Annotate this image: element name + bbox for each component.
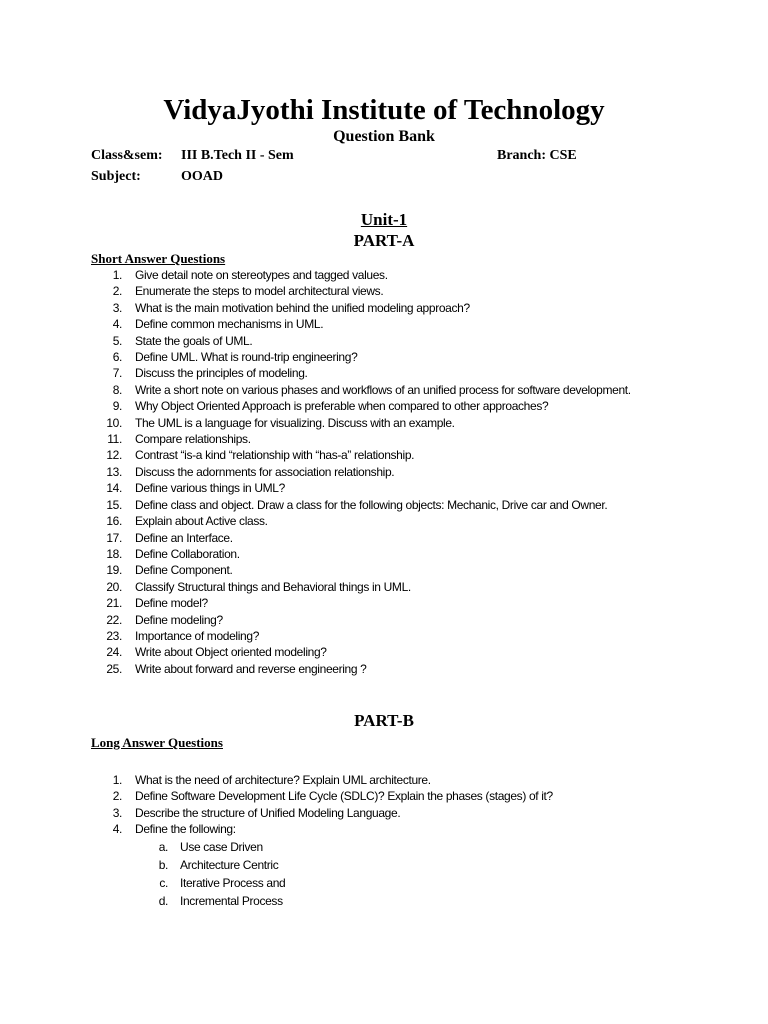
list-text: Define Component.: [135, 563, 233, 578]
list-number: 21.: [106, 596, 122, 611]
list-number: 22.: [106, 612, 122, 627]
sub-item: [0, 838, 768, 856]
list-number: 9.: [112, 399, 122, 414]
list-text: Explain about Active class.: [135, 514, 268, 529]
question-item: [0, 644, 768, 660]
list-number: 19.: [106, 563, 122, 578]
list-number: d.: [158, 894, 168, 908]
list-text: Define Collaboration.: [135, 546, 240, 561]
list-text: Write about Object oriented modeling?: [135, 645, 327, 660]
list-text: The UML is a language for visualizing. Discuss with an example.: [135, 415, 455, 430]
list-number: b.: [158, 858, 168, 872]
question-item: [0, 283, 768, 299]
question-item: [0, 300, 768, 316]
question-item: [0, 333, 768, 349]
list-text: Discuss the principles of modeling.: [135, 366, 308, 381]
list-text: Write about forward and reverse engineering ?: [135, 661, 367, 676]
list-text: Define Software Development Life Cycle (SDLC)? Explain the phases (stages) of it?: [135, 789, 553, 804]
list-number: 17.: [106, 530, 122, 545]
unit-heading: Unit-1: [360, 210, 408, 229]
question-item: [0, 497, 768, 513]
part-b-heading: PART-B: [354, 711, 414, 730]
question-item: [0, 415, 768, 431]
list-text: Compare relationships.: [135, 432, 251, 447]
list-number: 8.: [112, 382, 122, 397]
question-item: [0, 579, 768, 595]
list-text: Discuss the adornments for association relationship.: [135, 464, 395, 479]
list-number: 7.: [112, 366, 122, 381]
question-item: [0, 398, 768, 414]
list-text: What is the main motivation behind the unified modeling approach?: [135, 300, 470, 315]
list-text: State the goals of UML.: [135, 333, 253, 348]
list-text: Incremental Process: [180, 894, 283, 908]
list-number: 15.: [106, 497, 122, 512]
list-number: 3.: [112, 300, 122, 315]
list-number: 25.: [106, 661, 122, 676]
list-number: 2.: [112, 284, 122, 299]
list-number: 24.: [106, 645, 122, 660]
part-a-question-list: [0, 267, 768, 677]
list-text: Use case Driven: [180, 840, 263, 854]
list-text: Enumerate the steps to model architectural views.: [135, 284, 384, 299]
list-number: 4.: [112, 317, 122, 332]
list-number: 10.: [106, 415, 122, 430]
subject-value: OOAD: [181, 169, 223, 184]
question-item: [0, 788, 768, 804]
list-number: a.: [158, 840, 168, 854]
list-text: Define class and object. Draw a class for the following objects: Mechanic, Drive car and Owner.: [135, 497, 608, 512]
list-number: 2.: [112, 789, 122, 804]
list-number: 1.: [112, 773, 122, 787]
question-item: [0, 316, 768, 332]
list-text: Classify Structural things and Behavioral things in UML.: [135, 579, 411, 594]
list-text: Define common mechanisms in UML.: [135, 317, 324, 332]
question-item: [0, 628, 768, 644]
class-value: III B.Tech II - Sem: [181, 148, 294, 163]
list-number: 6.: [112, 350, 122, 365]
list-text: Iterative Process and: [180, 876, 286, 890]
list-number: c.: [159, 876, 168, 890]
list-text: Architecture Centric: [180, 858, 279, 872]
list-number: 20.: [106, 579, 122, 594]
list-number: 1.: [112, 268, 122, 282]
doc-type-title: Question Bank: [333, 128, 435, 145]
list-number: 14.: [106, 481, 122, 496]
sub-item: [0, 892, 768, 910]
question-item: [0, 821, 768, 837]
question-item: [0, 382, 768, 398]
question-item: [0, 562, 768, 578]
question-item: [0, 431, 768, 447]
list-number: 4.: [112, 822, 122, 837]
list-text: What is the need of architecture? Explain UML architecture.: [135, 773, 431, 787]
list-text: Why Object Oriented Approach is preferable when compared to other approaches?: [135, 399, 549, 414]
part-b-question-list: [0, 772, 768, 838]
question-item: [0, 805, 768, 821]
list-number: 11.: [107, 432, 122, 447]
question-item: [0, 595, 768, 611]
list-text: Write a short note on various phases and workflows of an unified process for software development.: [135, 382, 631, 397]
branch-label: Branch: CSE: [497, 148, 577, 163]
question-item: [0, 772, 768, 788]
question-item: [0, 513, 768, 529]
short-answer-heading: Short Answer Questions: [91, 251, 226, 266]
question-item: [0, 267, 768, 283]
subject-label: Subject:: [91, 169, 141, 184]
question-item: [0, 480, 768, 496]
question-item: [0, 447, 768, 463]
long-answer-heading: Long Answer Questions: [91, 735, 223, 750]
list-number: 5.: [112, 333, 122, 348]
sub-item: [0, 874, 768, 892]
part-a-heading: PART-A: [353, 231, 415, 250]
list-text: Define various things in UML?: [135, 481, 285, 496]
question-item: [0, 530, 768, 546]
list-number: 3.: [112, 805, 122, 820]
list-number: 16.: [106, 514, 122, 529]
part-b-sub-list: [0, 838, 768, 910]
list-text: Describe the structure of Unified Modeling Language.: [135, 805, 401, 820]
question-item: [0, 546, 768, 562]
list-text: Define modeling?: [135, 612, 223, 627]
question-item: [0, 661, 768, 677]
list-text: Define UML. What is round-trip engineering?: [135, 350, 358, 365]
list-number: 23.: [106, 628, 122, 643]
class-label: Class&sem:: [91, 148, 163, 163]
list-text: Define an Interface.: [135, 530, 233, 545]
list-text: Define model?: [135, 596, 208, 611]
sub-item: [0, 856, 768, 874]
question-item: [0, 349, 768, 365]
list-text: Contrast “is-a kind “relationship with “has-a” relationship.: [135, 448, 415, 463]
list-number: 18.: [106, 546, 122, 561]
question-item: [0, 365, 768, 381]
list-number: 13.: [106, 464, 122, 479]
question-item: [0, 464, 768, 480]
question-item: [0, 612, 768, 628]
list-number: 12.: [106, 448, 122, 463]
list-text: Define the following:: [135, 822, 236, 837]
institute-title: VidyaJyothi Institute of Technology: [163, 94, 605, 126]
list-text: Give detail note on stereotypes and tagged values.: [135, 268, 388, 282]
list-text: Importance of modeling?: [135, 628, 260, 643]
